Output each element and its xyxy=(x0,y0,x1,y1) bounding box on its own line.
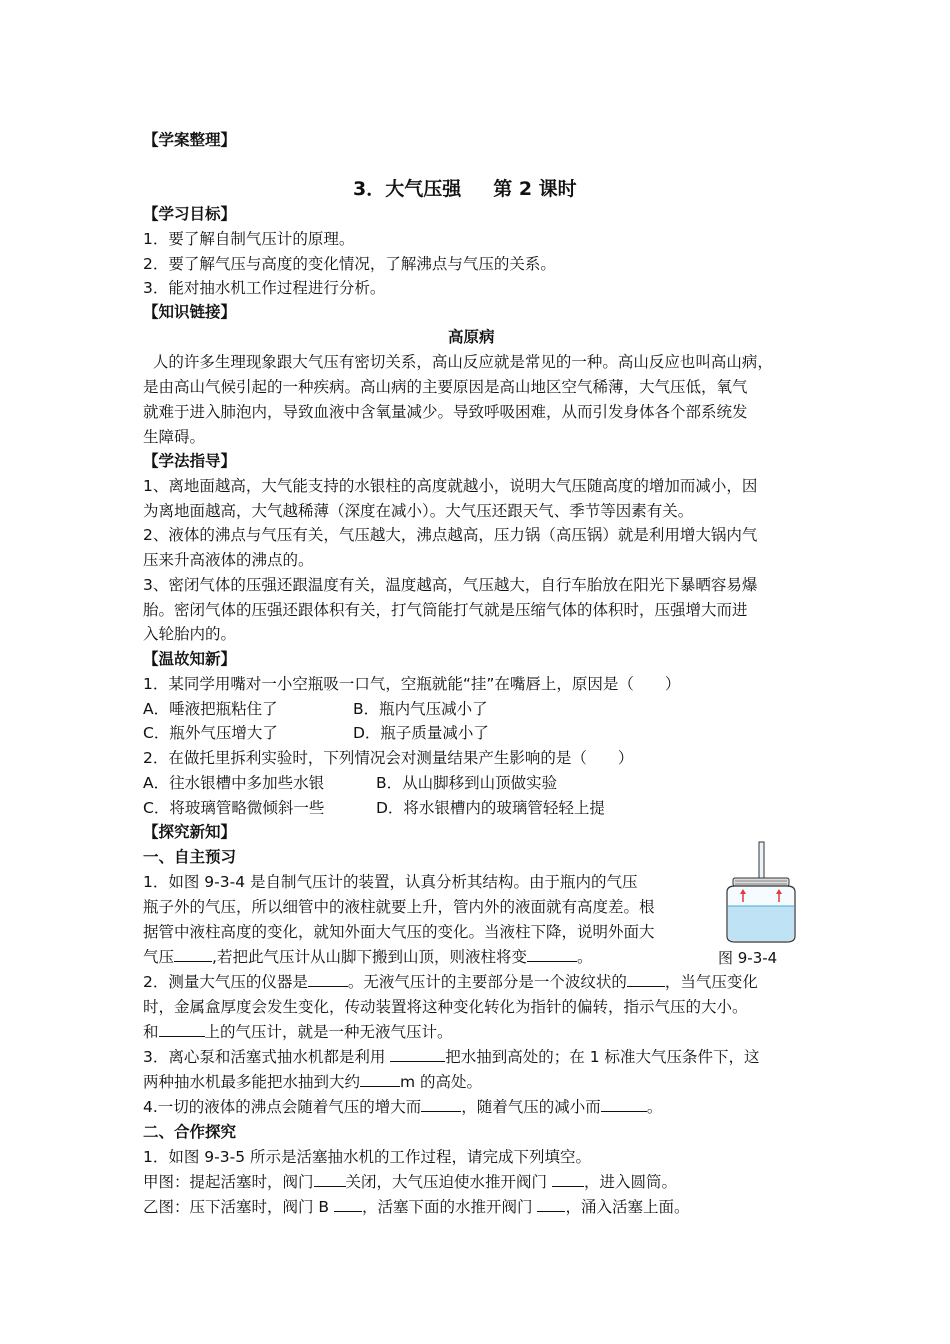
method-line: 2、液体的沸点与气压有关，气压越大，沸点越高，压力锅（高压锅）就是利用增大锅内气 xyxy=(143,526,758,544)
goal-item: 2．要了解气压与高度的变化情况，了解沸点与气压的关系。 xyxy=(143,255,556,273)
part-1-heading: 一、自主预习 xyxy=(143,848,237,866)
link-body-line: 人的许多生理现象跟大气压有密切关系，高山反应就是常见的一种。高山反应也叫高山病， xyxy=(143,353,773,371)
fill-blank[interactable] xyxy=(390,1045,445,1062)
review-q2-option-d: D．将水银槽内的玻璃管轻轻上提 xyxy=(376,799,605,817)
header-tag: 【学案整理】 xyxy=(143,131,237,149)
fill-blank[interactable] xyxy=(308,970,348,987)
review-question-2: 2．在做托里拆利实验时，下列情况会对测量结果产生影响的是（ ） xyxy=(143,749,634,767)
link-subtitle: 高原病 xyxy=(448,328,495,346)
method-line: 压来升高液体的沸点的。 xyxy=(143,551,314,569)
preview-q1-line: 瓶子外的气压，所以细管中的液柱就要上升，管内外的液面就有高度差。根 xyxy=(143,898,655,916)
review-q2-option-c: C．将玻璃管略微倾斜一些 xyxy=(143,799,325,817)
text-span: ，活塞下面的水推开阀门 xyxy=(362,1198,538,1216)
method-line: 入轮胎内的。 xyxy=(143,625,237,643)
text-span: 上的气压计，就是一种无液气压计。 xyxy=(204,1023,453,1041)
text-span: 气压 xyxy=(143,948,175,966)
review-q2-option-a: A．往水银槽中多加些水银 xyxy=(143,774,325,792)
text-span: 。 xyxy=(576,948,593,966)
text-span: m 的高处。 xyxy=(400,1073,483,1091)
link-body-line: 就难于进入肺泡内，导致血液中含氧量减少。导致呼吸困难，从而引发身体各个部系统发 xyxy=(143,403,748,421)
link-body-line: 生障碍。 xyxy=(143,428,206,446)
page-title xyxy=(353,174,577,201)
text-span: ,若把此气压计从山脚下搬到山顶，则液柱将变 xyxy=(212,948,527,966)
section-goals: 【学习目标】 xyxy=(143,205,237,223)
text-span: 4.一切的液体的沸点会随着气压的增大而 xyxy=(143,1098,422,1116)
link-body-line: 是由高山气候引起的一种疾病。高山病的主要原因是高山地区空气稀薄，大气压低，氧气 xyxy=(143,378,748,396)
section-review: 【温故知新】 xyxy=(143,650,237,668)
text-span: 和 xyxy=(143,1023,159,1041)
preview-q1-line xyxy=(143,945,592,969)
goal-item: 1．要了解自制气压计的原理。 xyxy=(143,230,355,248)
text-span: 。 xyxy=(646,1098,663,1116)
text-span: 把水抽到高处的；在 1 标准大气压条件下，这 xyxy=(445,1048,760,1066)
figure-caption: 图 9-3-4 xyxy=(718,949,778,967)
preview-q2-line: 时，金属盒厚度会发生变化，传动装置将这种变化转化为指针的偏转，指示气压的大小。 xyxy=(143,998,748,1016)
review-question-1: 1．某同学用嘴对一小空瓶吸一口气，空瓶就能“挂”在嘴唇上，原因是（ ） xyxy=(143,675,681,693)
fill-blank[interactable] xyxy=(314,1170,346,1187)
fill-blank[interactable] xyxy=(601,1095,647,1112)
preview-q3-line xyxy=(143,1045,760,1069)
preview-q4-line xyxy=(143,1095,662,1119)
method-line: 为离地面越高，大气越稀薄（深度在减小）。大气压还跟天气、季节等因素有关。 xyxy=(143,502,694,520)
section-method: 【学法指导】 xyxy=(143,452,237,470)
fill-blank[interactable] xyxy=(174,945,212,962)
preview-q1-line: 据管中液柱高度的变化，就知外面大气压的变化。当液柱下降，说明外面大 xyxy=(143,923,655,941)
coop-q1-line: 1．如图 9-3-5 所示是活塞抽水机的工作过程，请完成下列填空。 xyxy=(143,1148,591,1166)
part-2-heading: 二、合作探究 xyxy=(143,1123,237,1141)
preview-q2-line xyxy=(143,1020,453,1044)
method-line: 1、离地面越高，大气能支持的水银柱的高度就越小，说明大气压随高度的增加而减小，因 xyxy=(143,477,758,495)
fill-blank[interactable] xyxy=(627,970,665,987)
coop-q1-line xyxy=(143,1195,689,1219)
text-span: 3．离心泵和活塞式抽水机都是利用 xyxy=(143,1048,391,1066)
title-main: 3．大气压强 xyxy=(353,178,462,200)
review-q1-option-d: D．瓶子质量减小了 xyxy=(353,724,489,742)
review-q2-option-b: B．从山脚移到山顶做实验 xyxy=(376,774,558,792)
section-link: 【知识链接】 xyxy=(143,303,237,321)
text-span: 甲图：提起活塞时，阀门 xyxy=(143,1173,314,1191)
preview-q2-line xyxy=(143,970,758,994)
fill-blank[interactable] xyxy=(537,1195,565,1212)
method-line: 3、密闭气体的压强还跟温度有关，温度越高，气压越大，自行车胎放在阳光下暴晒容易爆 xyxy=(143,576,758,594)
fill-blank[interactable] xyxy=(527,945,577,962)
review-q1-option-c: C．瓶外气压增大了 xyxy=(143,724,278,742)
method-line: 胎。密闭气体的压强还跟体积有关，打气筒能打气就是压缩气体的体积时，压强增大而进 xyxy=(143,601,748,619)
coop-q1-line xyxy=(143,1170,677,1194)
preview-q3-line xyxy=(143,1070,482,1094)
review-q1-option-a: A．唾液把瓶粘住了 xyxy=(143,700,278,718)
text-span: 2．测量大气压的仪器是 xyxy=(143,973,308,991)
preview-q1-line: 1．如图 9-3-4 是自制气压计的装置，认真分析其结构。由于瓶内的气压 xyxy=(143,873,638,891)
text-span: 两种抽水机最多能把水抽到大约 xyxy=(143,1073,361,1091)
fill-blank[interactable] xyxy=(360,1070,400,1087)
text-span: ，当气压变化 xyxy=(664,973,758,991)
fill-blank[interactable] xyxy=(334,1195,362,1212)
review-q1-option-b: B．瓶内气压减小了 xyxy=(353,700,488,718)
fill-blank[interactable] xyxy=(159,1020,205,1037)
text-span: ，随着气压的减小而 xyxy=(461,1098,601,1116)
fill-blank[interactable] xyxy=(552,1170,584,1187)
text-span: 。无液气压计的主要部分是一个波纹状的 xyxy=(347,973,627,991)
text-span: 乙图：压下活塞时，阀门 B xyxy=(143,1198,334,1216)
section-explore: 【探究新知】 xyxy=(143,823,237,841)
goal-item: 3．能对抽水机工作过程进行分析。 xyxy=(143,279,386,297)
text-span: ，进入圆筒。 xyxy=(583,1173,677,1191)
fill-blank[interactable] xyxy=(421,1095,461,1112)
text-span: ，涌入活塞上面。 xyxy=(565,1198,690,1216)
title-sub: 第 2 课时 xyxy=(493,178,577,200)
text-span: 关闭，大气压迫使水推开阀门 xyxy=(345,1173,552,1191)
